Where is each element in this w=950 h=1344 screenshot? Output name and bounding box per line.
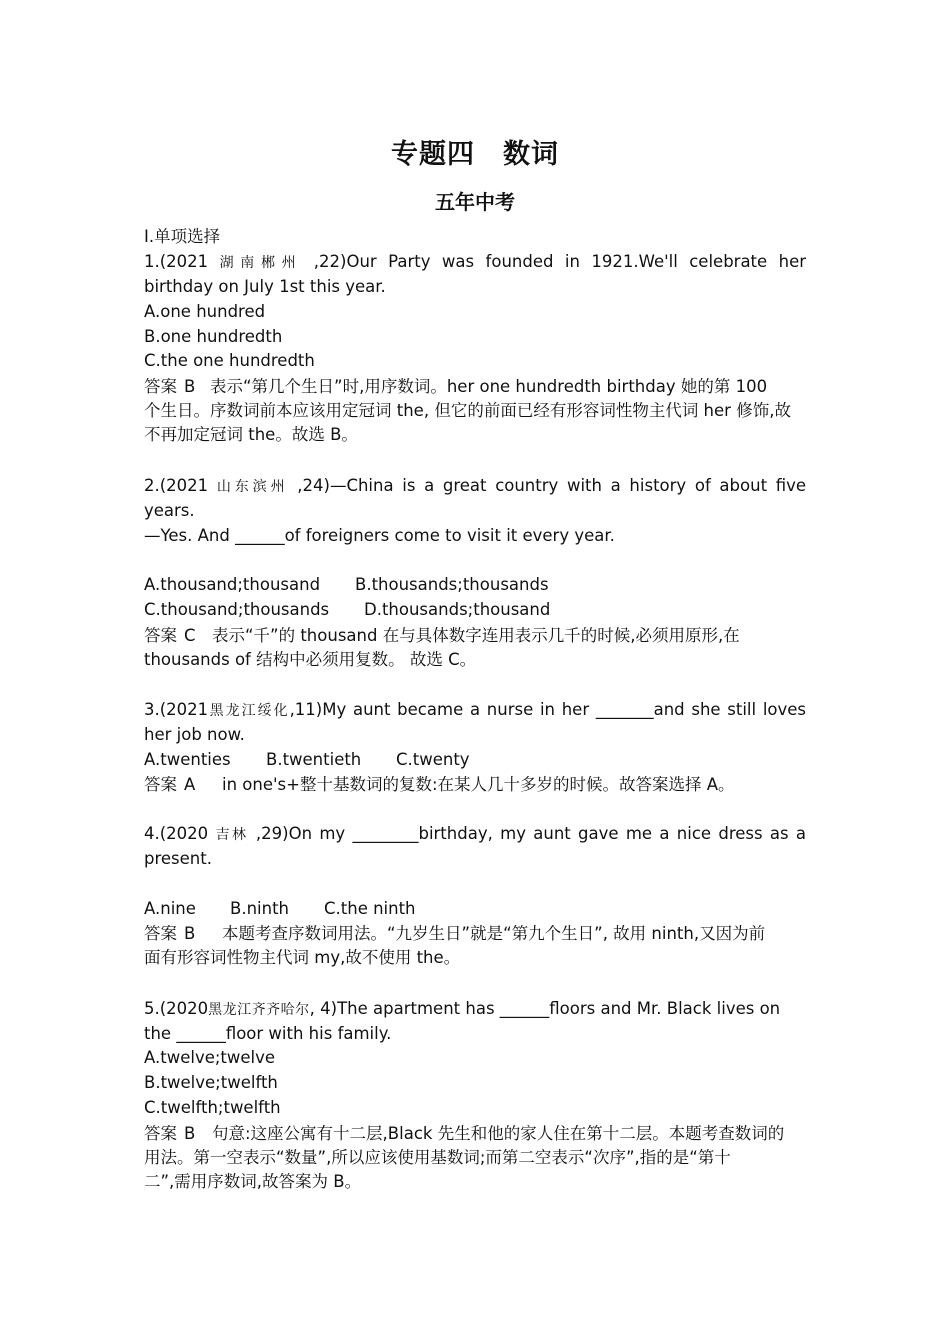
question-1-option-c: C.the one hundredth [144, 351, 315, 370]
question-2-dialogue: —Yes. And ______of foreigners come to visit it every year. [144, 526, 615, 545]
option-a: A.twenties [144, 750, 231, 769]
option-b: B.twentieth [266, 750, 362, 769]
question-5-explanation: 用法。第一空表示“数量”,所以应该使用基数词;而第二空表示“次序”,指的是“第十 [144, 1148, 731, 1167]
option-c: C.twenty [396, 750, 470, 769]
question-1-answer: 答案 B 表示“第几个生日”时,用序数词。her one hundredth birthday 她的第 100 [144, 377, 768, 396]
question-source: 黑龙江齐齐哈尔 [208, 1002, 310, 1018]
answer-key: B [184, 1124, 196, 1143]
option-b: B.ninth [230, 899, 289, 918]
question-2-explanation: thousands of 结构中必须用复数。 故选 C。 [144, 650, 477, 669]
question-2-answer: 答案 C 表示“千”的 thousand 在与具体数字连用表示几千的时候,必须用原形,在 [144, 626, 740, 645]
question-2-options-row-2 [144, 599, 806, 621]
answer-key: A [184, 775, 196, 794]
question-2-options-row-1 [144, 574, 806, 596]
question-4-stem: 4.(2020 吉林 ,29)On my ________birthday, my aunt gave me a nice dress as a [144, 824, 807, 843]
question-3-options [144, 749, 806, 771]
question-5-option-c: C.twelfth;twelfth [144, 1098, 281, 1117]
question-5-answer: 答案 B 句意:这座公寓有十二层,Black 先生和他的家人住在第十二层。本题考查数词的 [144, 1124, 785, 1143]
question-1-option-b: B.one hundredth [144, 327, 283, 346]
question-4-options [144, 898, 806, 920]
question-2-stem-cont: years. [144, 501, 195, 520]
question-source: 湖南郴州 [219, 255, 303, 271]
option-c: C.thousand;thousands [144, 600, 330, 619]
question-1-stem: 1.(2021 湖南郴州 ,22)Our Party was founded in 1921.We'll celebrate her [144, 252, 807, 271]
question-source: 黑龙江绥化 [208, 703, 290, 719]
question-1-stem-cont: birthday on July 1st this year. [144, 277, 386, 296]
question-2-stem: 2.(2021 山东滨州 ,24)—China is a great country with a history of about five [144, 476, 807, 495]
option-a: A.thousand;thousand [144, 575, 321, 594]
answer-key: B [184, 924, 196, 943]
answer-key: C [184, 626, 196, 645]
option-c: C.the ninth [324, 899, 416, 918]
question-5-explanation-end: 二”,需用序数词,故答案为 B。 [144, 1172, 362, 1191]
question-3-stem-cont: her job now. [144, 725, 245, 744]
question-1-explanation-end: 不再加定冠词 the。故选 B。 [144, 425, 358, 444]
question-3-stem: 3.(2021黑龙江绥化,11)My aunt became a nurse in her _______and she still loves [144, 700, 807, 719]
section-heading: Ⅰ.单项选择 [144, 227, 221, 246]
question-5-option-a: A.twelve;twelve [144, 1048, 276, 1067]
question-5-stem: 5.(2020黑龙江齐齐哈尔, 4)The apartment has ______floors and Mr. Black lives on [144, 999, 781, 1018]
question-3-answer: 答案 A in one's+整十基数词的复数:在某人几十多岁的时候。故答案选择 A。 [144, 775, 735, 794]
question-source: 山东滨州 [216, 479, 289, 495]
option-a: A.nine [144, 899, 196, 918]
page-subtitle: 五年中考 [435, 190, 515, 214]
page-title: 专题四 数词 [391, 139, 559, 170]
question-5-stem-cont: the ______floor with his family. [144, 1024, 392, 1043]
question-source: 吉林 [215, 827, 249, 843]
question-1-explanation: 个生日。序数词前本应该用定冠词 the, 但它的前面已经有形容词性物主代词 her 修饰,故 [144, 401, 791, 420]
question-4-stem-cont: present. [144, 849, 212, 868]
question-4-explanation: 面有形容词性物主代词 my,故不使用 the。 [144, 948, 461, 967]
option-b: B.thousands;thousands [355, 575, 549, 594]
question-4-answer: 答案 B 本题考查序数词用法。“九岁生日”就是“第九个生日”, 故用 ninth,又因为前 [144, 924, 766, 943]
question-1-option-a: A.one hundred [144, 302, 266, 321]
answer-key: B [184, 377, 196, 396]
option-d: D.thousands;thousand [364, 600, 551, 619]
question-5-option-b: B.twelve;twelfth [144, 1073, 278, 1092]
